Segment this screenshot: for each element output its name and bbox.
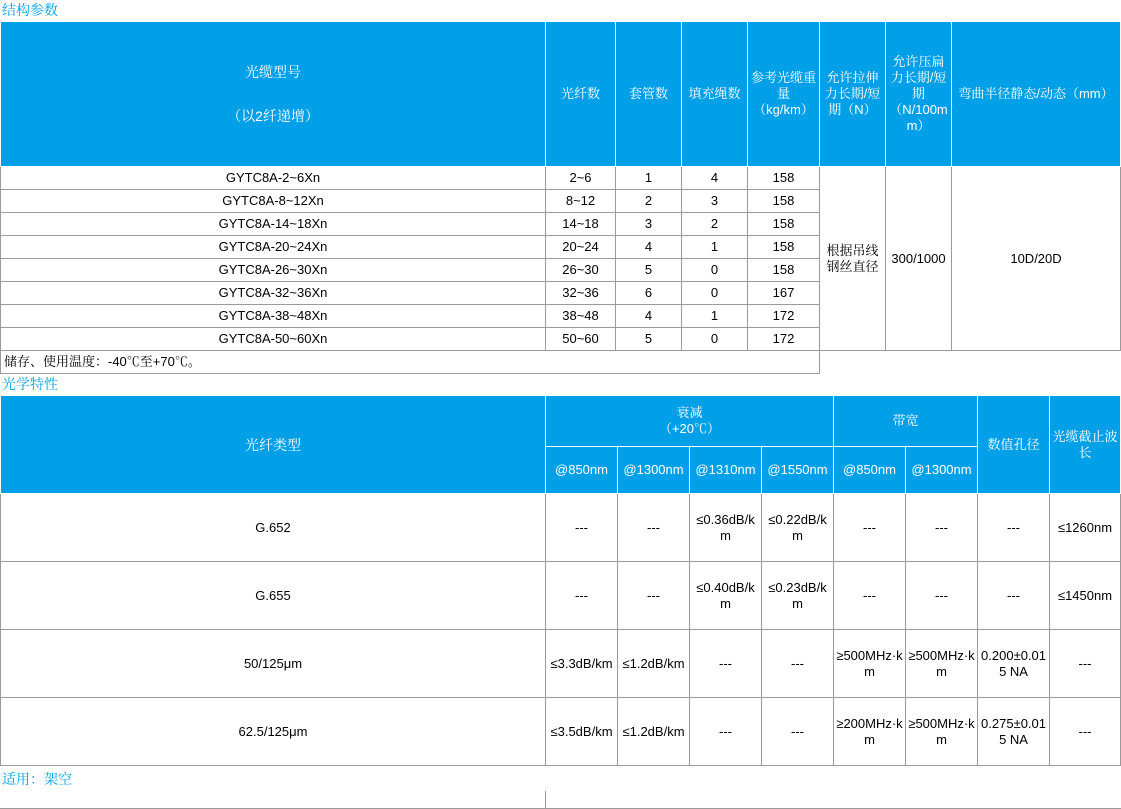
- cell-bw-850: ≥200MHz·km: [834, 698, 906, 766]
- cell-tube-count: 3: [616, 213, 682, 236]
- header-model-main: 光缆型号: [245, 64, 301, 80]
- cell-fiber-type: G.655: [1, 562, 546, 630]
- cell-weight: 158: [748, 167, 820, 190]
- bottom-divider-left: [0, 791, 546, 809]
- cell-filler-count: 4: [682, 167, 748, 190]
- table-row: [1, 167, 1121, 190]
- cell-bw-850: ---: [834, 494, 906, 562]
- structure-parameters-table: [0, 21, 1121, 374]
- cell-filler-count: 1: [682, 236, 748, 259]
- cell-att-1310: ≤0.36dB/km: [690, 494, 762, 562]
- table-row: [1, 562, 1121, 630]
- header-model: [1, 22, 546, 167]
- table-row: [1, 630, 1121, 698]
- cell-tube-count: 4: [616, 305, 682, 328]
- optical-section-title: 光学特性: [2, 376, 58, 392]
- cell-tube-count: 2: [616, 190, 682, 213]
- header-cutoff: 光缆截止波长: [1050, 396, 1121, 494]
- cell-weight: 172: [748, 305, 820, 328]
- cell-cutoff: ≤1260nm: [1050, 494, 1121, 562]
- header-attenuation: [546, 396, 834, 447]
- bottom-divider: [0, 791, 1121, 809]
- cell-na: ---: [978, 494, 1050, 562]
- header-tube-count: 套管数: [616, 22, 682, 167]
- cell-model: GYTC8A-26~30Xn: [1, 259, 546, 282]
- cell-tube-count: 4: [616, 236, 682, 259]
- cell-tensile-merged: 根据吊线钢丝直径: [820, 167, 886, 351]
- cell-att-1300: ≤1.2dB/km: [618, 630, 690, 698]
- cell-weight: 158: [748, 190, 820, 213]
- header-att-1300: @1300nm: [618, 447, 690, 494]
- cell-bw-1300: ---: [906, 494, 978, 562]
- header-model-sub: （以2纤递增）: [227, 108, 319, 124]
- cell-fiber-count: 20~24: [546, 236, 616, 259]
- cell-bw-850: ≥500MHz·km: [834, 630, 906, 698]
- header-tensile: 允许拉伸力长期/短期（N）: [820, 22, 886, 167]
- cell-model: GYTC8A-14~18Xn: [1, 213, 546, 236]
- cell-bw-1300: ---: [906, 562, 978, 630]
- cell-att-1300: ---: [618, 562, 690, 630]
- cell-bw-850: ---: [834, 562, 906, 630]
- cell-fiber-count: 32~36: [546, 282, 616, 305]
- cell-cutoff: ---: [1050, 698, 1121, 766]
- cell-att-850: ≤3.3dB/km: [546, 630, 618, 698]
- header-na: 数值孔径: [978, 396, 1050, 494]
- cell-cutoff: ---: [1050, 630, 1121, 698]
- header-att-850: @850nm: [546, 447, 618, 494]
- header-att-1310: @1310nm: [690, 447, 762, 494]
- header-bend-radius: 弯曲半径静态/动态（mm）: [952, 22, 1121, 167]
- cell-att-1550: ---: [762, 630, 834, 698]
- cell-fiber-count: 26~30: [546, 259, 616, 282]
- structure-header-row: [1, 22, 1121, 167]
- cell-na: ---: [978, 562, 1050, 630]
- cell-filler-count: 2: [682, 213, 748, 236]
- cell-att-1300: ≤1.2dB/km: [618, 698, 690, 766]
- note-empty-area: [820, 351, 1121, 374]
- cell-fiber-count: 50~60: [546, 328, 616, 351]
- cell-model: GYTC8A-32~36Xn: [1, 282, 546, 305]
- header-fiber-type: 光纤类型: [1, 396, 546, 494]
- table-row: [1, 494, 1121, 562]
- cell-filler-count: 0: [682, 259, 748, 282]
- header-bw-1300: @1300nm: [906, 447, 978, 494]
- structure-section-title: 结构参数: [2, 2, 58, 18]
- cell-att-850: ≤3.5dB/km: [546, 698, 618, 766]
- cell-att-1310: ---: [690, 698, 762, 766]
- cell-weight: 158: [748, 213, 820, 236]
- cell-fiber-count: 14~18: [546, 213, 616, 236]
- cell-tube-count: 1: [616, 167, 682, 190]
- cell-fiber-count: 8~12: [546, 190, 616, 213]
- cell-fiber-type: 62.5/125μm: [1, 698, 546, 766]
- cell-weight: 167: [748, 282, 820, 305]
- cell-fiber-type: G.652: [1, 494, 546, 562]
- header-attenuation-sub: （+20℃）: [658, 421, 721, 436]
- cell-crush-merged: 300/1000: [886, 167, 952, 351]
- cell-fiber-count: 2~6: [546, 167, 616, 190]
- header-fiber-count: 光纤数: [546, 22, 616, 167]
- cell-weight: 172: [748, 328, 820, 351]
- header-weight: 参考光缆重量（kg/km）: [748, 22, 820, 167]
- cell-att-1550: ≤0.22dB/km: [762, 494, 834, 562]
- cell-filler-count: 0: [682, 282, 748, 305]
- temperature-note: 储存、使用温度：-40℃至+70℃。: [1, 351, 820, 374]
- cell-na: 0.275±0.015 NA: [978, 698, 1050, 766]
- header-crush: 允许压扁力长期/短期（N/100mm）: [886, 22, 952, 167]
- cell-tube-count: 5: [616, 259, 682, 282]
- cell-fiber-type: 50/125μm: [1, 630, 546, 698]
- cell-bw-1300: ≥500MHz·km: [906, 698, 978, 766]
- cell-model: GYTC8A-50~60Xn: [1, 328, 546, 351]
- cell-att-1310: ≤0.40dB/km: [690, 562, 762, 630]
- applicability-note: 适用：架空: [2, 771, 72, 787]
- header-attenuation-main: 衰减: [676, 405, 703, 420]
- cell-att-850: ---: [546, 494, 618, 562]
- bottom-divider-right: [546, 791, 1121, 809]
- cell-cutoff: ≤1450nm: [1050, 562, 1121, 630]
- cell-model: GYTC8A-38~48Xn: [1, 305, 546, 328]
- cell-na: 0.200±0.015 NA: [978, 630, 1050, 698]
- header-bw-850: @850nm: [834, 447, 906, 494]
- header-bandwidth: 带宽: [834, 396, 978, 447]
- cell-filler-count: 1: [682, 305, 748, 328]
- temperature-note-row: [1, 351, 1121, 374]
- header-att-1550: @1550nm: [762, 447, 834, 494]
- cell-weight: 158: [748, 236, 820, 259]
- cell-weight: 158: [748, 259, 820, 282]
- cell-tube-count: 6: [616, 282, 682, 305]
- cell-att-1550: ---: [762, 698, 834, 766]
- cell-att-1310: ---: [690, 630, 762, 698]
- cell-tube-count: 5: [616, 328, 682, 351]
- cell-bend-merged: 10D/20D: [952, 167, 1121, 351]
- cell-model: GYTC8A-20~24Xn: [1, 236, 546, 259]
- header-filler-count: 填充绳数: [682, 22, 748, 167]
- optical-header-row-1: [1, 396, 1121, 447]
- cell-filler-count: 3: [682, 190, 748, 213]
- optical-characteristics-table: [0, 395, 1121, 766]
- cell-bw-1300: ≥500MHz·km: [906, 630, 978, 698]
- cell-model: GYTC8A-8~12Xn: [1, 190, 546, 213]
- cell-att-850: ---: [546, 562, 618, 630]
- table-row: [1, 698, 1121, 766]
- cell-model: GYTC8A-2~6Xn: [1, 167, 546, 190]
- cell-att-1550: ≤0.23dB/km: [762, 562, 834, 630]
- cell-fiber-count: 38~48: [546, 305, 616, 328]
- cell-filler-count: 0: [682, 328, 748, 351]
- cell-att-1300: ---: [618, 494, 690, 562]
